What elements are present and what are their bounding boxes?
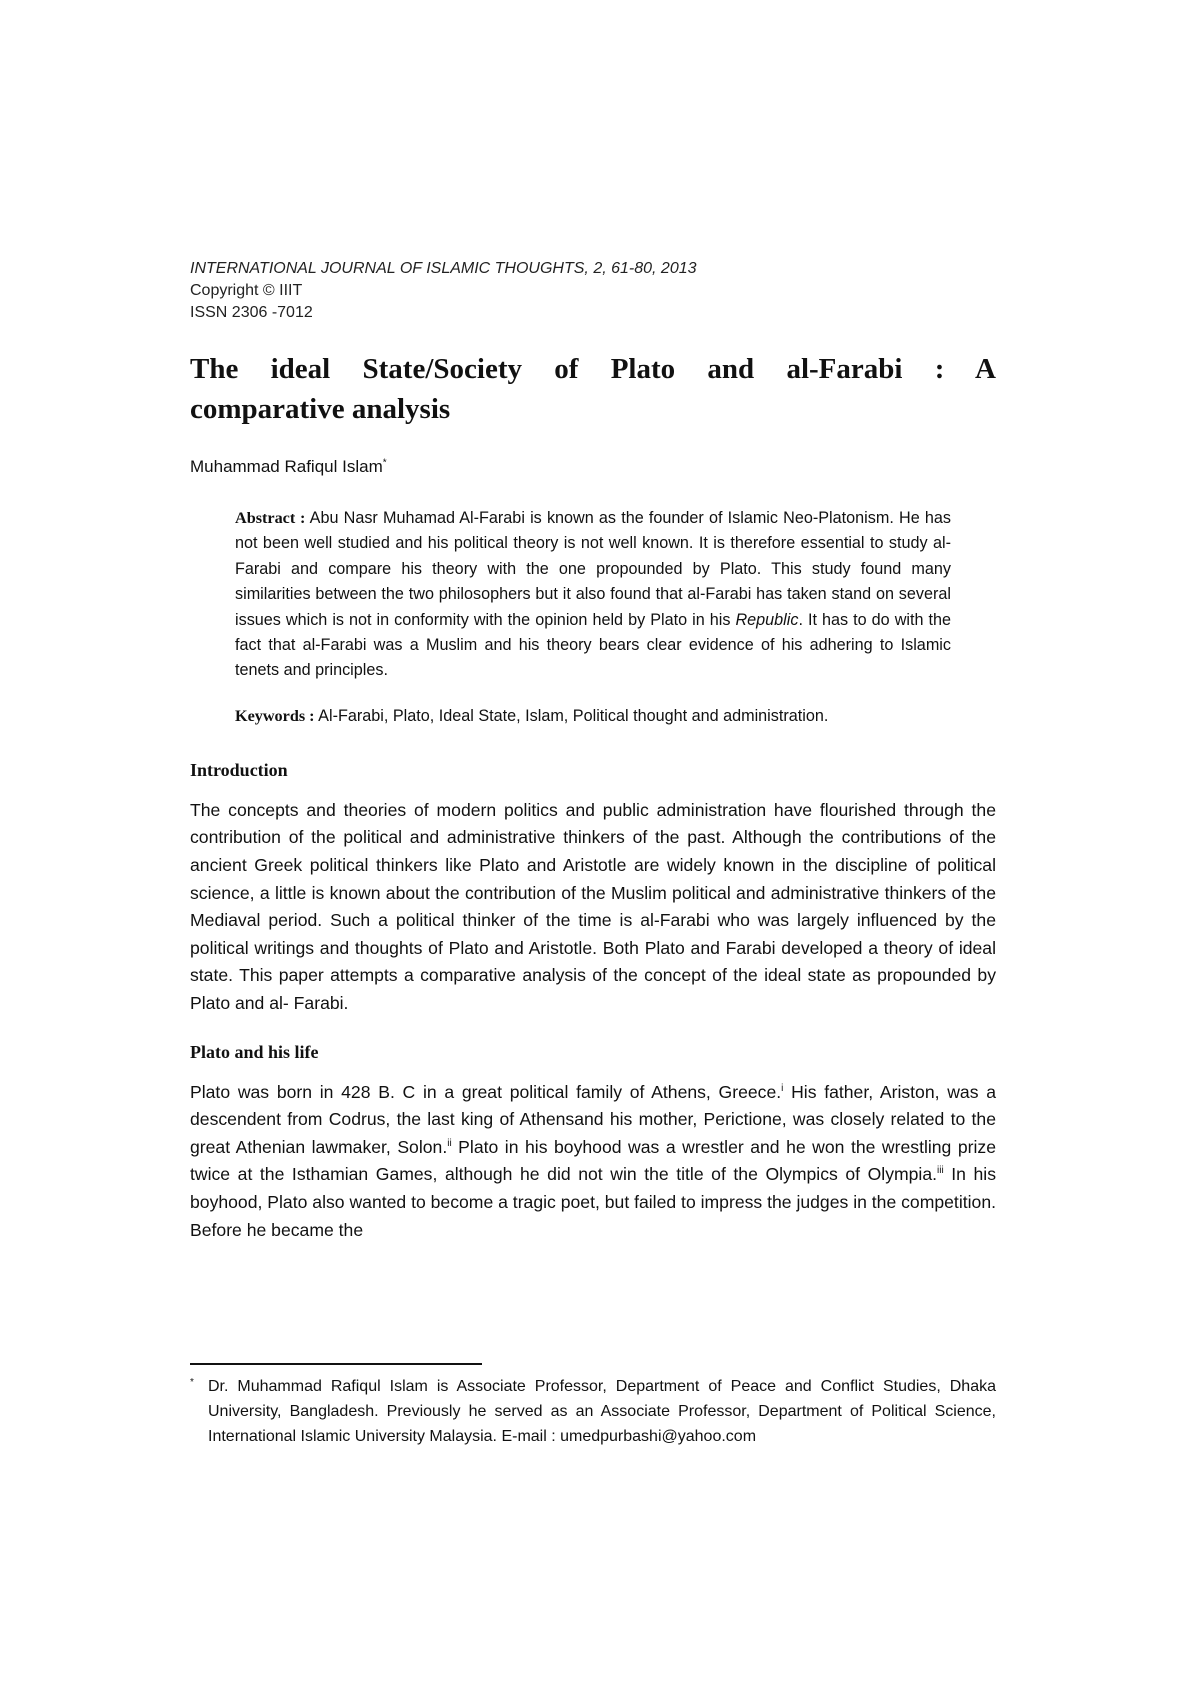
author-footnote-mark: * xyxy=(382,457,387,469)
plato-life-heading: Plato and his life xyxy=(190,1041,319,1062)
author-name: Muhammad Rafiqul Islam xyxy=(190,457,383,476)
endnote-mark-iii[interactable]: iii xyxy=(937,1165,944,1177)
endnote-mark-ii[interactable]: ii xyxy=(447,1137,452,1149)
introduction-paragraph: The concepts and theories of modern politics and public administration have flourished through the contribution of the political and administrative thinkers of the past. Although the contributions of the ancient Greek political thinkers like Plato and Aristotle are widely known in the discipline of political science, a little is known about the contribution of the Muslim political and administrative thinkers of the Mediaval period. Such a political thinker of the time is al-Farabi who was largely influenced by the political writings and thoughts of Plato and Aristotle. Both Plato and Farabi developed a theory of ideal state. This paper attempts a comparative analysis of the concept of the ideal state as propounded by Plato and al- Farabi. xyxy=(190,799,996,1013)
abstract xyxy=(235,506,951,684)
author-line xyxy=(190,455,996,479)
journal-citation: INTERNATIONAL JOURNAL OF ISLAMIC THOUGHTS, 2, 61-80, 2013 xyxy=(190,260,697,277)
endnote-mark-i[interactable]: i xyxy=(781,1082,784,1094)
plato-life-text-4: In his boyhood, Plato also wanted to become a tragic poet, but failed to impress the judges in the competition. Before he became the xyxy=(190,1164,996,1240)
footnote-divider xyxy=(190,1363,482,1365)
title-line-2: comparative analysis xyxy=(190,393,451,425)
plato-life-text-2: His father, Ariston, was a descendent from Codrus, the last king of Athensand his mother, Perictione, was closely related to the great Athenian lawmaker, Solon. xyxy=(190,1081,996,1157)
keywords-text: Al-Farabi, Plato, Ideal State, Islam, Political thought and administration. xyxy=(314,706,829,725)
copyright-line: Copyright © IIIT xyxy=(190,282,303,299)
author-footnote xyxy=(190,1374,996,1449)
introduction-heading: Introduction xyxy=(190,759,288,780)
keywords xyxy=(235,704,951,729)
plato-life-text-3: Plato in his boyhood was a wrestler and he won the wrestling prize twice at the Isthamian Games, although he did not win the title of the Olympics of Olympia. xyxy=(190,1136,996,1185)
abstract-text-2: . It has to do with the fact that al-Farabi was a Muslim and his theory bears clear evidence of his adhering to Islamic tenets and principles. xyxy=(235,610,952,680)
abstract-italic-title: Republic xyxy=(735,610,799,629)
plato-life-text-1: Plato was born in 428 B. C in a great political family of Athens, Greece. xyxy=(190,1081,782,1102)
abstract-text-1: Abu Nasr Muhamad Al-Farabi is known as the founder of Islamic Neo-Platonism. He has not been well studied and his political theory is not well known. It is therefore essential to study al-Farabi and compare his theory with the one propounded by Plato. This study found many similarities between the two philosophers but it also found that al-Farabi has taken stand on several issues which is not in conformity with the opinion held by Plato in his xyxy=(235,509,951,629)
issn-line: ISSN 2306 -7012 xyxy=(190,304,313,321)
footnote-mark: * xyxy=(190,1377,194,1388)
footnote-text: Dr. Muhammad Rafiqul Islam is Associate Professor, Department of Peace and Conflict Studies, Dhaka University, Bangladesh. Previously he served as an Associate Professor, Department of Political Science, International Islamic University Malaysia. E-mail : umedpurbashi@yahoo.com xyxy=(208,1378,996,1445)
plato-life-paragraph xyxy=(190,1079,996,1245)
paper-title xyxy=(190,349,996,429)
abstract-label: Abstract : xyxy=(235,509,306,527)
keywords-label: Keywords : xyxy=(235,706,315,725)
title-line-1: The ideal State/Society of Plato and al-Farabi : A xyxy=(190,353,996,385)
paper-page xyxy=(190,258,996,1244)
